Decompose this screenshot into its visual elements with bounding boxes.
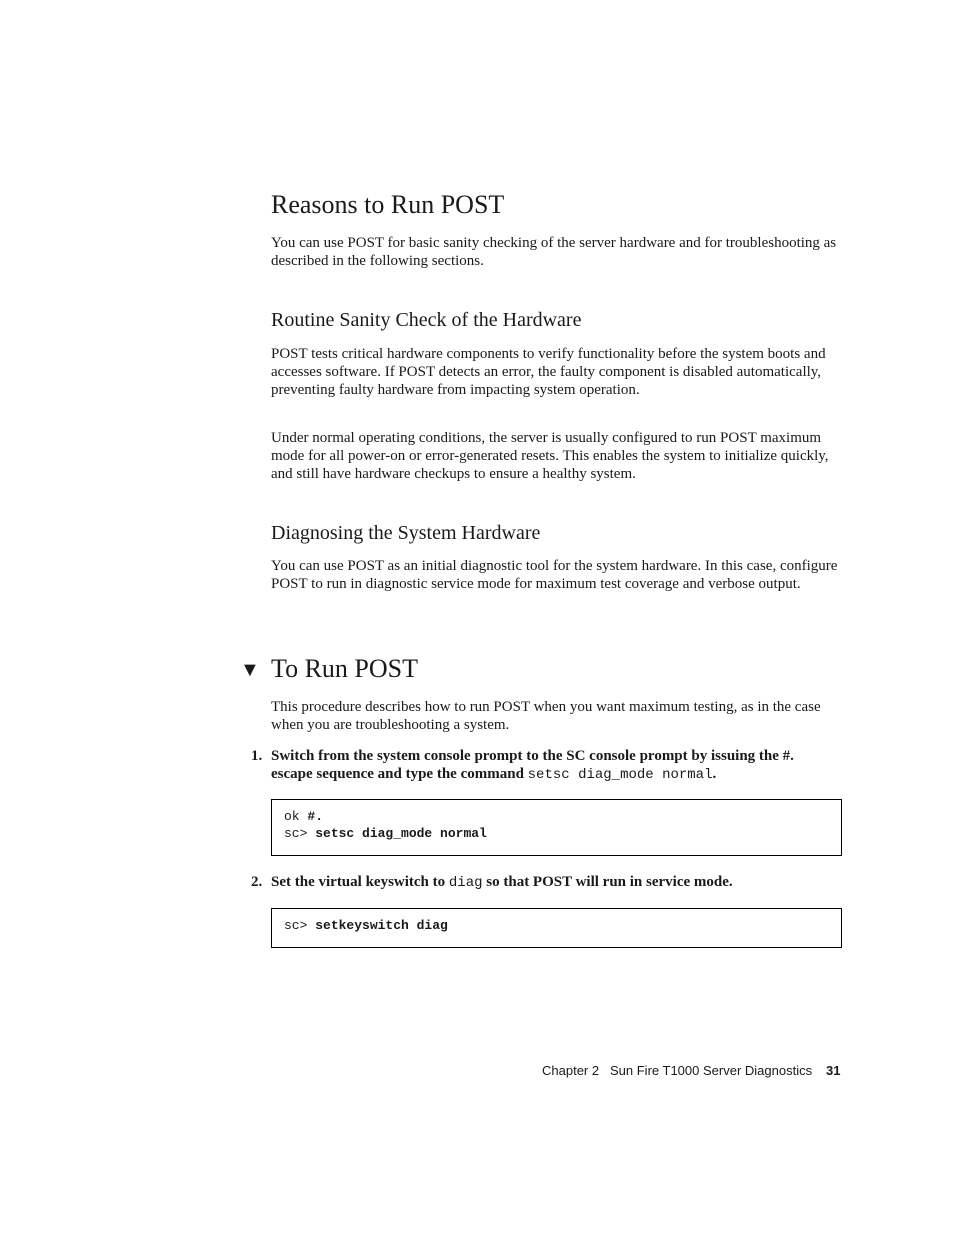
step-1-line-2-prefix: escape sequence and type the command — [271, 766, 528, 782]
code-command-setkeyswitch: setkeyswitch diag — [315, 918, 448, 933]
footer-book-title: Sun Fire T1000 Server Diagnostics — [610, 1063, 813, 1078]
code-block-2-line-1 — [284, 917, 448, 934]
procedure-title: To Run POST — [271, 654, 418, 683]
step-1 — [251, 747, 843, 783]
step-1-number: 1. — [251, 748, 263, 764]
step-1-inline-command: setsc diag_mode normal — [527, 767, 713, 783]
step-1-line-2 — [271, 765, 843, 784]
code-command-escape: #. — [307, 809, 324, 824]
code-prompt-sc: sc> — [284, 826, 316, 841]
section-title-routine-check: Routine Sanity Check of the Hardware — [271, 309, 582, 331]
step-2 — [251, 873, 843, 891]
step-1-line-2-suffix: . — [712, 766, 717, 782]
procedure-intro-paragraph: This procedure describes how to run POST when you want maximum testing, as in the case when you are troubleshooting a system. — [271, 699, 821, 733]
step-1-line-1: Switch from the system console prompt to the SC console prompt by issuing the #. — [271, 748, 794, 764]
step-2-suffix: so that POST will run in service mode. — [482, 874, 733, 890]
code-block-1 — [271, 799, 842, 856]
procedure-triangle-icon: ▼ — [240, 659, 260, 681]
step-2-inline-command: diag — [448, 875, 483, 891]
routine-paragraph-1: POST tests critical hardware components to verify functionality before the system boots and accesses software. If POST detects an error, the faulty component is disabled automatically, preventing faulty hardware from impacting system operation. — [271, 346, 826, 398]
code-prompt-ok: ok — [284, 809, 308, 824]
step-2-text — [271, 873, 843, 892]
code-block-1-line-2 — [284, 825, 487, 842]
code-command-setsc: setsc diag_mode normal — [315, 826, 487, 841]
routine-paragraph-2: Under normal operating conditions, the server is usually configured to run POST maximum mode for all power-on or error-generated resets. This enables the system to initialize quickly, and still have hardware checkups to ensure a healthy system. — [271, 430, 829, 482]
code-block-2 — [271, 908, 842, 948]
code-prompt-sc-2: sc> — [284, 918, 316, 933]
footer-chapter: Chapter 2 — [542, 1063, 600, 1078]
section-title-reasons: Reasons to Run POST — [271, 190, 505, 219]
diagnosing-paragraph: You can use POST as an initial diagnostic tool for the system hardware. In this case, configure POST to run in diagnostic service mode for maximum test coverage and verbose output. — [271, 558, 838, 592]
reasons-intro-paragraph: You can use POST for basic sanity checking of the server hardware and for troubleshooting as described in the following sections. — [271, 235, 837, 269]
code-block-1-line-1 — [284, 808, 323, 825]
section-title-diagnosing: Diagnosing the System Hardware — [271, 522, 541, 544]
step-1-text — [271, 747, 843, 784]
step-2-number: 2. — [251, 874, 263, 890]
footer-page-number: 31 — [826, 1063, 841, 1078]
step-2-prefix: Set the virtual keyswitch to — [271, 874, 449, 890]
